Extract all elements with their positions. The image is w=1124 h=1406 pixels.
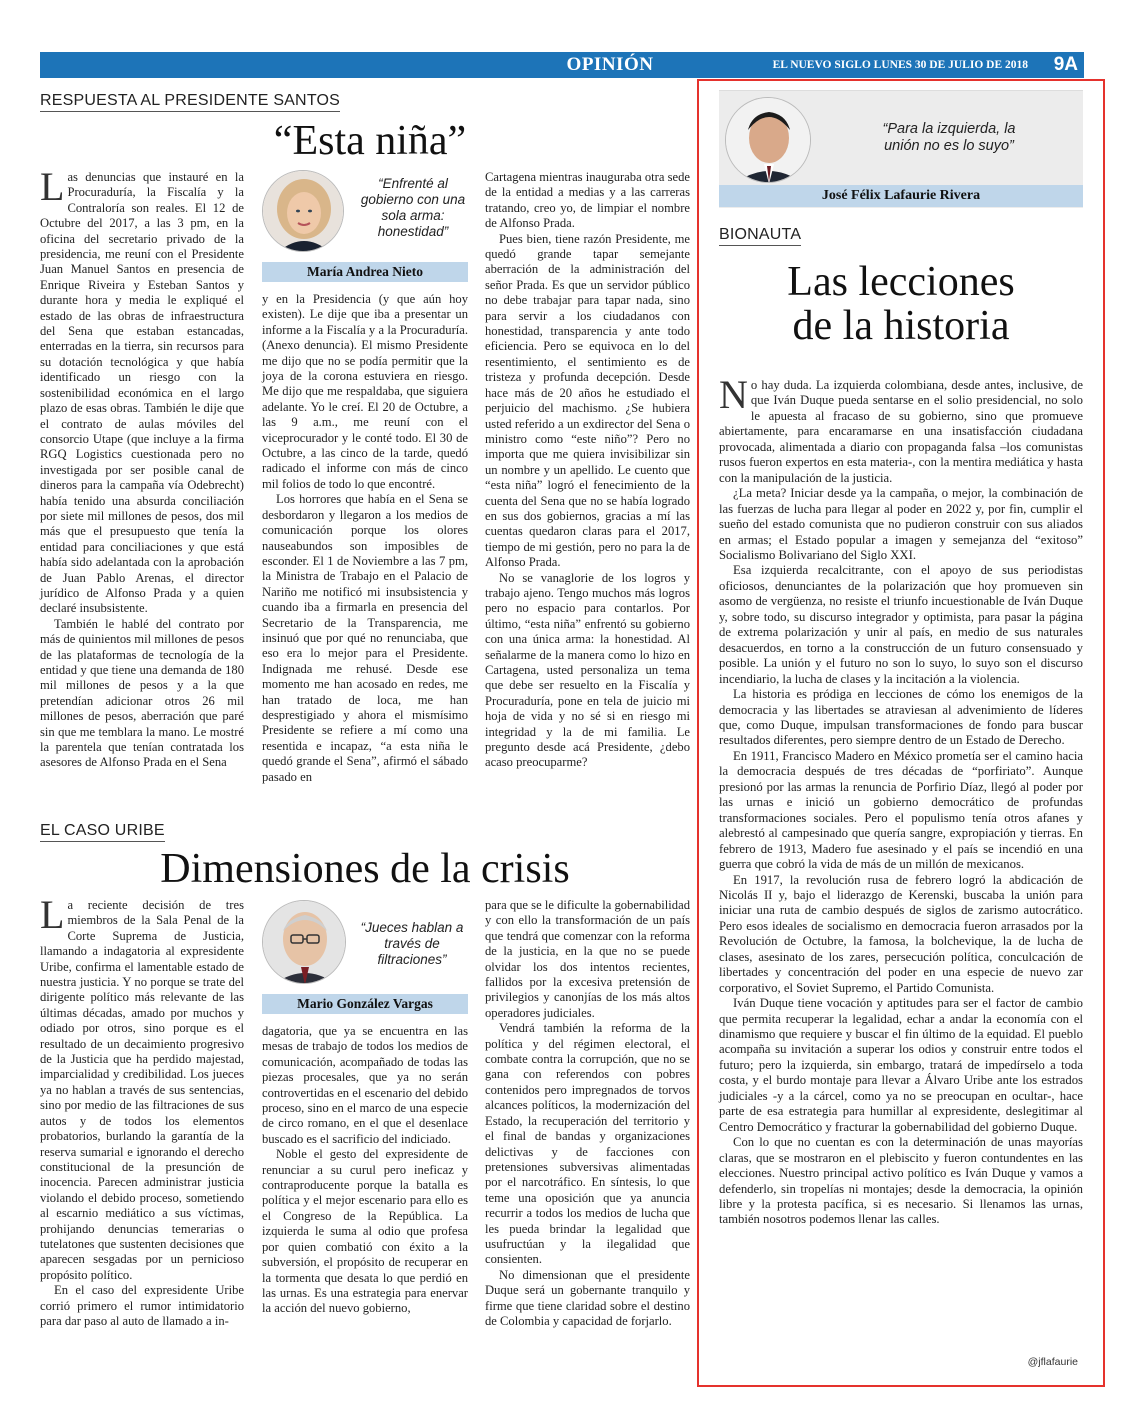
article1-col3-p3: No se vanaglorie de los logros y trabajo ajeno. Tengo muchos más logros pero no espacio para contarlos. Por último, “esta niña” enfrentó su gobierno con una única arma: la honestidad. Al señalarme de la manera como lo hizo en Cartagena, usted personaliza un tema que debe ser resuelto en la Fiscalía y Procuraduría, pone en tela de juicio mi hoja de vida y no sé si en riesgo mi integridad y la de mi familia. Le pregunto desde acá Presidente, ¿debo acaso preocuparme? bbox=[485, 570, 690, 770]
article1-col1-p2: También le hablé del contrato por más de quinientos mil millones de pesos de las plataformas de tecnología de la entidad y que tiene una demanda de 180 mil millones de pesos y a la que pretendían adicionar otros 26 mil millones de pesos, aberración que paré sin que me temblara la mano. Le mostré la parentela que tenían contratada los asesores de Alfonso Prada en el Sena bbox=[40, 616, 244, 770]
article1-pullquote-box bbox=[262, 170, 468, 286]
article2-col3-p1: para que se le dificulte la gobernabilidad y con ello la transformación de un país que tendrá que comenzar con la reforma de la justicia, en la que no se puede olvidar los dos intentos recientes, fallidos por la excesiva pretensión de privilegios y canonjías de los más altos operadores judiciales. bbox=[485, 898, 690, 1020]
article1-col1 bbox=[40, 164, 244, 771]
article3-headline bbox=[719, 260, 1083, 348]
article2-author: Mario González Vargas bbox=[262, 994, 468, 1014]
article1-col2-p1: y en la Presidencia (y que aún hoy existen). Le dije que iba a presentar un informe a la Fiscalía y a la Procuraduría. (Anexo denuncia). El mismo Presidente me dijo que no se podía permitir que la joya de la corona estuviera en riesgo. Me dijo que me respaldaba, que siguiera adelante. Yo le creí. El 20 de Octubre, a las 9 a.m., me reuní con el viceprocurador y le conté todo. El 30 de Octubre, a las cinco de la tarde, quedó radicado el informe con más de cinco mil folios de todo lo que encontré. bbox=[262, 292, 468, 491]
article2-col3-p3: No dimensionan que el presidente Duque será un gobernante tranquilo y firme que tiene claridad sobre el destino de Colombia y capacidad de forjarlo. bbox=[485, 1267, 690, 1328]
author-photo-mario-gonzalez-vargas bbox=[262, 900, 346, 984]
article1-col1-p1-rest: as denuncias que instauré en la Procuraduría, la Fiscalía y la Contraloría son reales. El 12 de Octubre del 2017, a las 3 pm, en la oficina del secretario privado de la presidencia, me reuní con el Presidente Juan Manuel Santos en presencia de Enrique Riveira y Esteban Santos y durante hora y media le expliqué el estado de las obras de infraestructura del Sena que estaban estancadas, enterradas en la tierra, sin recursos para su dotación tecnológica y que había identificado un riesgo con la sostenibilidad económica en el largo plazo de esas obras. También le dije que el contrato de aulas móviles del consorcio Utape (que incluye a la firma RGQ Logistics cuestionada pero no investigada por ser posible canal de dineros para la campaña vía Odebrecht) había tenido una absurda conciliación por siete mil millones de pesos, dos mil más que el presupuesto que tenía la entidad para conciliaciones y que está había sido adelantada con la aprobación de Juan Pablo Arenas, el director jurídico de Alfonso Prada y a quien declaré insubsistente. bbox=[40, 170, 244, 616]
article1-col2-p2: Los horrores que había en el Sena se desbordaron y llegaron a los medios de comunicación porque los olores nauseabundos son imposibles de esconder. El 1 de Noviembre a las 7 pm, la Ministra de Trabajo en el Palacio de Nariño me notificó mi insubsistencia y cuando iba a firmarla en presencia del Secretario de la Transparencia, me insinuó que por qué no renunciaba, que eso era lo mejor para el Presidente. Indignada me rehusé. Desde ese momento me han acosado en redes, me han tratado de loca, me han desprestigiado y ahora el mismísimo Presidente se refiere a mí como una resentida e incapaz, “a esta niña le quedó grande el Sena”, afirmó el sábado pasado en bbox=[262, 492, 468, 784]
section-name: OPINIÓN bbox=[566, 54, 654, 75]
article2-col1-p2: En el caso del expresidente Uribe corrió primero el rumor intimidatorio para dar paso al auto de llamado a in- bbox=[40, 1283, 244, 1328]
article3-p7: Iván Duque tiene vocación y aptitudes para ser el factor de cambio que permita recuperar la legalidad, echar a andar la economía con el dinamismo que requiere y buscar el fin último de la equidad. El pueblo acompaña su invitación a superar los odios y construir entre todos el futuro; pero la izquierda, sin embargo, tratará de impedírselo a toda costa, y el burdo montaje para llevar a Álvaro Uribe ante los estrados judiciales -y a la cárcel, como ya no se preocupan en ocultar-, hace parte de esa estrategia para humillar al expresidente, deslegitimar al Centro Democrático y fracturar la gobernabilidad del gobierno Duque. bbox=[719, 996, 1083, 1134]
article3-p4: La historia es pródiga en lecciones de cómo los enemigos de la democracia y las libertades se atraviesan al advenimiento de líderes que, como Duque, impulsan transformaciones de fondo para buscar resultados diferentes, pero siempre dentro de un Estado de Derecho. bbox=[719, 687, 1083, 748]
dropcap: L bbox=[40, 892, 65, 937]
article1-pullquote: “Enfrenté al gobierno con una sola arma: honestidad” bbox=[360, 176, 466, 239]
page-number: 9A bbox=[1053, 54, 1078, 75]
article1-col2 bbox=[262, 292, 468, 785]
article2-col1-p1-rest: a reciente decisión de tres miembros de la Sala Penal de la Corte Suprema de Justicia, llamando a indagatoria al expresidente Uribe, confirma el lamentable estado de nuestra justicia. Y no porque se trate del dirigente político más relevante de las últimas décadas, amado por muchos y odiado por otros, sino porque es el resultado de un decaimiento progresivo de la Justicia que ha perdido majestad, imparcialidad y credibilidad. Los jueces ya no hablan a través de sus sentencias, sino por medio de las filtraciones de sus autos y de todos los elementos probatorios, burlando la garantía de la reserva sumarial e ignorando el derecho constitucional de la presunción de inocencia. Parecen administrar justicia violando el debido proceso, sometiendo al escarnio mediático a sus víctimas, prohijando denuncias temerarias o tutelatones que sustenten decisiones que aparecen sesgadas por un pernicioso propósito político. bbox=[40, 898, 244, 1282]
article3-headline-line1: Las lecciones bbox=[787, 259, 1015, 305]
article1-kicker: RESPUESTA AL PRESIDENTE SANTOS bbox=[40, 92, 340, 112]
article2-pullquote: “Jueces hablan a través de filtraciones” bbox=[360, 920, 464, 967]
article2-col3 bbox=[485, 898, 690, 1329]
article3-p8: Con lo que no cuentan es con la determinación de unas mayorías claras, que se mostraron en el plebiscito y fueron contundentes en las elecciones. Nuestro principal activo político es Iván Duque y vamos a defenderlo, sin tropelías ni montajes; desde la democracia, la opinión libre y la protesta pacífica, si es necesario. Si llenamos las urnas, también nosotros podemos llenar las calles. bbox=[719, 1135, 1083, 1227]
dropcap: N bbox=[719, 372, 748, 417]
author-signature: @jflafaurie bbox=[1027, 1356, 1078, 1368]
article3-p2: ¿La meta? Iniciar desde ya la campaña, o mejor, la combinación de las fuerzas de lucha para llegar al poder en 2022 y, por fin, cumplir el sueño del estado comunista que no pudieron construir con sus aliados en armas; el Estado popular a imagen y semejanza del “exitoso” Socialismo Bolivariano del Siglo XXI. bbox=[719, 486, 1083, 562]
article3-headline-line2: de la historia bbox=[792, 303, 1010, 349]
article2-col2-p2: Noble el gesto del expresidente de renunciar a su curul pero ineficaz y contraproducente porque la batalla es política y el mejor escenario para ello es el Congreso de la República. La izquierda le suma al odio que profesa por quien combatió con éxito a la subversión, el propósito de recuperar en la tormenta que desata lo que perdió en las urnas. Es una estrategia para enervar la acción del nuevo gobierno, bbox=[262, 1147, 468, 1316]
article3-body bbox=[719, 372, 1083, 1228]
dropcap: L bbox=[40, 164, 65, 209]
article3-p3: Esa izquierda recalcitrante, con el apoyo de sus periodistas oficiosos, denunciantes de la polarización que hoy promueven sin asomo de vergüenza, no resiste el triunfo incuestionable de Iván Duque y, sobre todo, su discurso integrador y optimista, para pasar la página de extrema polarización y unir al país, en medio de sus naturales desacuerdos, en torno a la construcción de un futuro consensuado y posible. La unión y el futuro no son lo suyo, lo suyo son el discurso incendiario, la lucha de clases y la incitación a la violencia. bbox=[719, 563, 1083, 686]
article3-p6: En 1917, la revolución rusa de febrero logró la abdicación de Nicolás II y, bajo el liderazgo de Kerenski, buscaba la unión para iniciar una ruta de cambio después de siglos de zarismo autocrático. Pero esos ideales de socialismo en democracia fueron arrasados por la Revolución de Octubre, la famosa, la bolchevique, la de lucha de clases, asesinato de los zares, persecución política, conculcación de libertades y concentración del poder en una especie de nuevo zar corporativo, el Soviet Supremo, el Partido Comunista. bbox=[719, 872, 1083, 995]
article2-col3-p2: Vendrá también la reforma de la política y del régimen electoral, el combate contra la corrupción, que no se gana con referendos con pobres contenidos pero impregnados de torvos alcances políticos, la modernización del Estado, la recuperación del territorio y el final de bandas y organizaciones delictivas y de facciones con pretensiones subversivas alimentadas por el narcotráfico. En síntesis, lo que teme una oposición que ya anuncia recurrir a todos los medios de lucha que les pueda brindar la legalidad que usufructúan y la ilegalidad que consienten. bbox=[485, 1021, 690, 1267]
article1-col3 bbox=[485, 170, 690, 771]
article1-col3-p2: Pues bien, tiene razón Presidente, me quedó grande tapar semejante aberración de la administración del señor Prada. Es que un servidor público no debe trabajar para tapar nada, sino para servir a los ciudadanos con honestidad, transparencia y ante todo eficiencia. Pero se equivoca en lo del resentimiento, el sentimiento es de tristeza y profunda decepción. Desde hace más de 20 años he estudiado el perjuicio del machismo. ¿Se hubiera usted referido a un exdirector del Sena o ministro como “este niño”? Pero no importa que me quiera invisibilizar sin un nombre y un apellido. Le cuento que “esta niña” logró el fenecimiento de la cuenta del Sena que no se había logrado en sus dos gobiernos, gracias a mí las cuentas quedaron claras para el 2017, tiempo de mi gestión, pero no para la de Alfonso Prada. bbox=[485, 231, 690, 570]
masthead-date: EL NUEVO SIGLO LUNES 30 DE JULIO DE 2018 bbox=[772, 59, 1028, 71]
article2-pullquote-box bbox=[262, 900, 468, 1018]
author-photo-maria-andrea-nieto bbox=[262, 170, 344, 252]
article3-p1-rest: o hay duda. La izquierda colombiana, desde antes, inclusive, de que Iván Duque pueda sentarse en el solio presidencial, no solo le apuesta al fracaso de su gobierno, sino que promueve abiertamente, para encaramarse en una insatisfacción ciudadana provocada, alimentada a diario con propaganda falsa –los comunistas rusos fueron expertos en esta materia-, con la mentira mediática y hasta con la manipulación de la justicia. bbox=[719, 378, 1083, 485]
article2-kicker: EL CASO URIBE bbox=[40, 822, 165, 842]
article3-kicker: BIONAUTA bbox=[719, 226, 801, 246]
article3-author: José Félix Lafaurie Rivera bbox=[719, 185, 1083, 207]
article2-col1-p1 bbox=[40, 892, 244, 1283]
article3-author-header bbox=[719, 90, 1083, 208]
section-header-bar bbox=[40, 52, 1084, 78]
article1-col1-p1 bbox=[40, 164, 244, 617]
article3-pullquote: “Para la izquierda, la unión no es lo suyo” bbox=[882, 121, 1016, 154]
article3-p1 bbox=[719, 372, 1083, 486]
article2-col2-p1: dagatoria, que ya se encuentra en las mesas de trabajo de todos los medios de comunicación, acompañado de todas las piezas procesales, que ya no serán controvertidas en el escenario del debido proceso, sino en el marco de una especie de circo romano, en el que el desenlace buscado es el sacrificio del indiciado. bbox=[262, 1024, 468, 1146]
article1-author: María Andrea Nieto bbox=[262, 262, 468, 282]
article2-col2 bbox=[262, 1024, 468, 1317]
article3-p5: En 1911, Francisco Madero en México prometía ser el camino hacia la democracia después de tres décadas de “porfiriato”. Aunque presionó por las armas la renuncia de Porfirio Díaz, llegó al poder por las urnas e inició un gobierno democrático de profundas transformaciones sociales. Pero el populismo tenía otros afanes y alebrestó al campesinado que quería sangre, expropiación y tierras. En febrero de 1913, Madero fue asesinado y el país se incendió en una guerra que cobró la vida de más de un millón de mexicanos. bbox=[719, 748, 1083, 872]
article2-headline: Dimensiones de la crisis bbox=[160, 846, 570, 892]
article2-col1 bbox=[40, 892, 244, 1329]
author-photo-jose-felix-lafaurie bbox=[725, 97, 811, 183]
article1-headline: “Esta niña” bbox=[273, 118, 467, 164]
article1-col3-p1: Cartagena mientras inauguraba otra sede de la entidad a medias y a las carreras tratando, creo yo, de limpiar el nombre de Alfonso Prada. bbox=[485, 170, 690, 231]
